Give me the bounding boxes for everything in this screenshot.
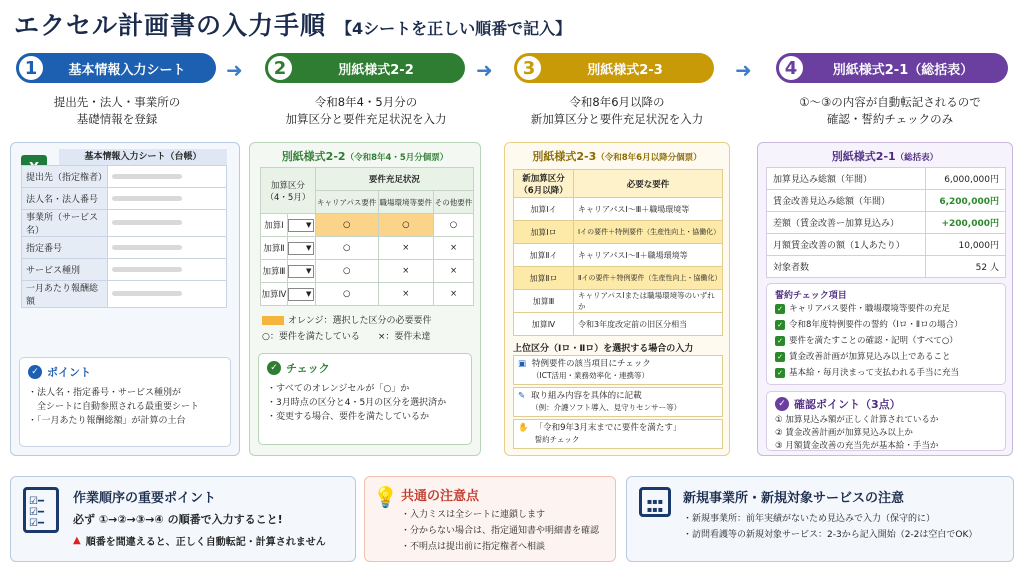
cell: ○ (315, 260, 378, 283)
item-sub: （例：介護ソフト導入、見守りセンサー等） (531, 403, 682, 412)
table-row (767, 234, 1006, 256)
list-item: ・「一月あたり報酬総額」が計算の土台 (28, 416, 186, 426)
common-notes-box (364, 476, 616, 562)
point-title: ポイント (47, 366, 91, 379)
page-subtitle: 【4シートを正しい順番で記入】 (336, 19, 572, 38)
row-name: 加算Ⅰ (261, 214, 288, 237)
pledge-text: キャリアパス要件・職場環境等要件の充足 (789, 304, 950, 314)
row-value: 10,000円 (926, 234, 1006, 256)
order-line: 必ず ①→②→③→④ の順番で入力すること! (73, 513, 283, 526)
step-label: 別紙様式2-2 (338, 62, 414, 78)
pledge-list (775, 301, 997, 381)
list-item: ・分からない場合は、指定通知書や明細書を確認 (401, 526, 600, 536)
pledge-text: 賃金改善計画が加算見込み以上であること (789, 352, 951, 362)
desc-line: 令和8年4・5月分の (314, 95, 418, 109)
check-icon: ✓ (775, 397, 789, 411)
placeholder-bar (112, 291, 182, 296)
legend (262, 313, 432, 345)
checkbox-checked-icon: ✓ (775, 352, 785, 362)
title-row (14, 6, 571, 42)
pledge-text: 基本給・毎月決まって支払われる手当に充当 (789, 368, 960, 378)
table-row (261, 237, 474, 260)
panel-form-2-3 (504, 142, 730, 456)
pen-icon: ✎ (518, 391, 526, 401)
list-item: ・新規事業所：前年実績がないため見込みで入力（保守的に） (683, 514, 936, 524)
step-2-pill (267, 53, 465, 83)
row-label: 提出先（指定権者） (22, 166, 108, 188)
check-title: チェック (286, 362, 330, 375)
legend-marks: ○：要件を満たしている ×：要件未達 (262, 332, 431, 342)
step-2-desc (255, 94, 477, 128)
step-number: 3 (514, 53, 544, 83)
placeholder-bar (112, 220, 182, 225)
table-row (767, 212, 1006, 234)
clipboard-icon: ☑━ ☑━ ☑━ (23, 487, 59, 533)
row-label: 差額（賃金改善ー加算見込み） (767, 212, 926, 234)
row-label: 対象者数 (767, 256, 926, 278)
placeholder-bar (112, 174, 182, 179)
step-4-desc (765, 94, 1015, 128)
confirm-title: 確認ポイント（3点） (794, 398, 901, 411)
title-note: （総括表） (895, 153, 939, 163)
arrow-right-icon: ➜ (476, 58, 493, 82)
pledge-text: 要件を満たすことの確認・記明（すべて○） (789, 336, 958, 346)
notes-list (401, 507, 599, 555)
cell: × (434, 260, 474, 283)
col-kubun-sub: （4・5月） (265, 192, 311, 203)
title-note: （令和8年4・5月分個票） (345, 153, 449, 163)
table-row (514, 198, 723, 221)
table-row (22, 259, 227, 281)
pledge-item[interactable] (775, 349, 997, 365)
panel-form-2-1 (757, 142, 1013, 456)
arrow-right-icon: ➜ (735, 58, 752, 82)
desc-line: 基礎情報を登録 (76, 112, 158, 126)
orange-swatch (262, 316, 284, 325)
col-requirement: 要件充足状況 (315, 168, 473, 191)
step-label: 別紙様式2-3 (587, 62, 663, 78)
handshake-icon: ✋ (518, 423, 529, 433)
table-row (22, 166, 227, 188)
pledge-title: 誓約チェック項目 (775, 291, 847, 301)
page-title: エクセル計画書の入力手順 (14, 11, 327, 40)
list-item (513, 387, 723, 417)
list-item: ・法人名・指定番号・サービス種別が (28, 388, 182, 398)
row-name: 加算Ⅰロ (514, 221, 574, 244)
row-label: 賃金改善見込み総額（年間） (767, 190, 926, 212)
cell: ○ (434, 214, 474, 237)
panel-title (758, 148, 1012, 164)
list-item: ② 賃金改善計画が加算見込み以上か (775, 428, 913, 438)
new-business-box (626, 476, 1014, 562)
table-row (22, 188, 227, 210)
row-name: 加算Ⅳ (514, 313, 574, 336)
table-row (22, 210, 227, 237)
warning-icon: ▲ (73, 535, 81, 546)
table-row (514, 290, 723, 313)
cell: Ⅰイの要件＋特例要件（生産性向上・協働化） (574, 221, 723, 244)
legend-orange: オレンジ：選択した区分の必要要件 (288, 316, 432, 326)
check-heading (267, 360, 463, 376)
title-note: （令和8年6月以降分個票） (596, 153, 702, 163)
item-sub: 誓約チェック (534, 435, 580, 444)
row-value: 6,000,000円 (926, 168, 1006, 190)
dropdown-select[interactable]: ▼ (288, 265, 314, 278)
upper-title: 上位区分（Ⅰロ・Ⅱロ）を選択する場合の入力 (513, 344, 694, 354)
col-header: 必要な要件 (574, 170, 723, 198)
table-row (514, 244, 723, 267)
summary-table (766, 167, 1006, 278)
cell: ○ (378, 214, 434, 237)
row-value: 6,200,000円 (926, 190, 1006, 212)
desc-line: ①〜③の内容が自動転記されるので (799, 95, 981, 109)
col-header: 職場環境等要件 (378, 191, 434, 214)
list-item: ・不明点は提出前に指定権者へ相談 (401, 542, 546, 552)
check-icon: ✓ (267, 361, 281, 375)
confirm-box (766, 391, 1006, 451)
point-list (28, 386, 222, 428)
cell: × (434, 283, 474, 306)
row-value: 52 人 (926, 256, 1006, 278)
col-kubun-label: 加算区分 (270, 180, 305, 191)
step-number: 1 (16, 53, 46, 83)
table-row (261, 260, 474, 283)
cell: ○ (315, 237, 378, 260)
requirement-table (260, 167, 474, 306)
row-label: サービス種別 (22, 259, 108, 281)
table-row (514, 267, 723, 290)
placeholder-bar (112, 267, 182, 272)
step-3-desc (504, 94, 730, 128)
list-item: ・すべてのオレンジセルが「○」か (267, 384, 410, 394)
table-row (261, 214, 474, 237)
step-3-pill (516, 53, 714, 83)
cell: ○ (315, 214, 378, 237)
cell: × (434, 237, 474, 260)
calendar-icon: ▪▪▪ ▪▪▪ (639, 487, 671, 517)
cell: キャリアパスⅠ〜Ⅲ＋職場環境等 (574, 198, 723, 221)
row-value: +200,000円 (926, 212, 1006, 234)
new-kubun-table (513, 169, 723, 336)
pledge-item[interactable] (775, 301, 997, 317)
row-name: 加算Ⅳ (261, 283, 288, 306)
dropdown-select[interactable]: ▼ (288, 242, 314, 255)
cell: × (378, 237, 434, 260)
monitor-icon: ▣ (518, 359, 527, 369)
confirm-heading (775, 396, 997, 412)
step-1-pill (18, 53, 216, 83)
sheet-title: 基本情報入力シート（台帳） (59, 149, 227, 165)
cell: 令和3年度改定前の旧区分相当 (574, 313, 723, 336)
row-name: 加算Ⅱ (261, 237, 288, 260)
item-sub: （ICT活用・業務効率化・連携等） (532, 371, 650, 380)
checkbox-checked-icon: ✓ (775, 304, 785, 314)
list-item: ③ 月額賃金改善の充当先が基本給・手当か (775, 441, 939, 451)
cell: × (378, 283, 434, 306)
step-number: 4 (776, 53, 806, 83)
pledge-item[interactable] (775, 333, 997, 349)
table-row (514, 221, 723, 244)
table-row (22, 237, 227, 259)
item-main: 「令和9年3月末までに要件を満たす」 (534, 423, 682, 433)
row-name: 加算Ⅱイ (514, 244, 574, 267)
table-row (767, 168, 1006, 190)
row-label: 一月あたり報酬総額 (22, 281, 108, 308)
item-main: 特例要件の該当項目にチェック (532, 359, 651, 369)
new-business-title: 新規事業所・新規対象サービスの注意 (683, 491, 905, 506)
list-item (513, 419, 723, 449)
list-item: ・入力ミスは全シートに連鎖します (401, 510, 546, 520)
item-main: 取り組み内容を具体的に記載 (531, 391, 642, 401)
step-1-desc (18, 94, 216, 128)
placeholder-bar (112, 196, 182, 201)
point-box (19, 357, 231, 447)
check-list (267, 382, 463, 424)
title-text: 別紙様式2-2 (281, 150, 346, 163)
placeholder-bar (112, 245, 182, 250)
list-item (513, 355, 723, 385)
list-item: ・変更する場合、要件を満たしているか (267, 412, 430, 422)
table-row (261, 283, 474, 306)
desc-line: 新加算区分と要件充足状況を入力 (530, 112, 704, 126)
row-label: 法人名・法人番号 (22, 188, 108, 210)
row-name: 加算Ⅲ (261, 260, 288, 283)
pledge-item[interactable] (775, 365, 997, 381)
row-label: 加算見込み総額（年間） (767, 168, 926, 190)
desc-line: 令和8年6月以降の (569, 95, 665, 109)
panel-basic-info (10, 142, 240, 456)
step-4-pill (778, 53, 1008, 83)
cell: × (378, 260, 434, 283)
check-box (258, 353, 472, 445)
col-kubun (261, 168, 316, 214)
cell: ○ (315, 283, 378, 306)
warning-text: 順番を間違えると、正しく自動転記・計算されません (85, 537, 326, 548)
row-label: 指定番号 (22, 237, 108, 259)
panel-form-2-2 (249, 142, 481, 456)
table-row (22, 281, 227, 308)
row-name: 加算Ⅰイ (514, 198, 574, 221)
step-label: 別紙様式2-1（総括表） (832, 62, 974, 78)
pledge-text: 令和8年度特例要件の誓約（Ⅰロ・Ⅱロの場合） (789, 320, 963, 330)
title-text: 別紙様式2-3 (532, 150, 597, 163)
step-number: 2 (265, 53, 295, 83)
pledge-box (766, 283, 1006, 385)
list-item: ① 加算見込み額が正しく計算されているか (775, 415, 939, 425)
step-label: 基本情報入力シート (68, 62, 186, 78)
table-row (767, 190, 1006, 212)
row-name: 加算Ⅱロ (514, 267, 574, 290)
notes-title: 共通の注意点 (401, 489, 480, 504)
row-label: 月額賃金改善の額（1人あたり） (767, 234, 926, 256)
table-row (767, 256, 1006, 278)
new-business-list (683, 511, 977, 543)
pledge-item[interactable] (775, 317, 997, 333)
list-item: 全シートに自動参照される最重要シート (28, 402, 200, 412)
check-icon: ✓ (28, 365, 42, 379)
desc-line: 加算区分と要件充足状況を入力 (285, 112, 447, 126)
list-item: ・3月時点の区分と4・5月の区分を選択済か (267, 398, 447, 408)
col-header: キャリアパス要件 (315, 191, 378, 214)
title-text: 別紙様式2-1 (831, 150, 896, 163)
desc-line: 確認・誓約チェックのみ (826, 112, 954, 126)
confirm-list (775, 414, 997, 453)
col-header: その他要件 (434, 191, 474, 214)
basic-info-table (21, 165, 227, 308)
desc-line: 提出先・法人・事業所の (53, 95, 181, 109)
list-item: ・訪問看護等の新規対象サービス：2-3から記入開始（2-2は空白でOK） (683, 530, 978, 540)
checkbox-checked-icon: ✓ (775, 336, 785, 346)
upper-list (513, 355, 723, 449)
table-row (514, 313, 723, 336)
dropdown-select[interactable]: ▼ (288, 288, 314, 301)
point-heading (28, 364, 222, 380)
lightbulb-icon: 💡 (373, 485, 398, 509)
dropdown-select[interactable]: ▼ (288, 219, 314, 232)
checkbox-checked-icon: ✓ (775, 368, 785, 378)
col-header: 新加算区分（6月以降） (514, 170, 574, 198)
panel-title (250, 148, 480, 164)
order-box (10, 476, 356, 562)
arrow-right-icon: ➜ (226, 58, 243, 82)
order-title: 作業順序の重要ポイント (73, 491, 217, 506)
cell: キャリアパスⅠ〜Ⅱ＋職場環境等 (574, 244, 723, 267)
order-warning (73, 533, 326, 548)
checkbox-checked-icon: ✓ (775, 320, 785, 330)
cell: キャリアパスⅠまたは職場環境等のいずれか (574, 290, 723, 313)
row-name: 加算Ⅲ (514, 290, 574, 313)
cell: Ⅱイの要件＋特例要件（生産性向上・協働化） (574, 267, 723, 290)
panel-title (505, 148, 729, 164)
row-label: 事業所（サービス名） (22, 210, 108, 237)
